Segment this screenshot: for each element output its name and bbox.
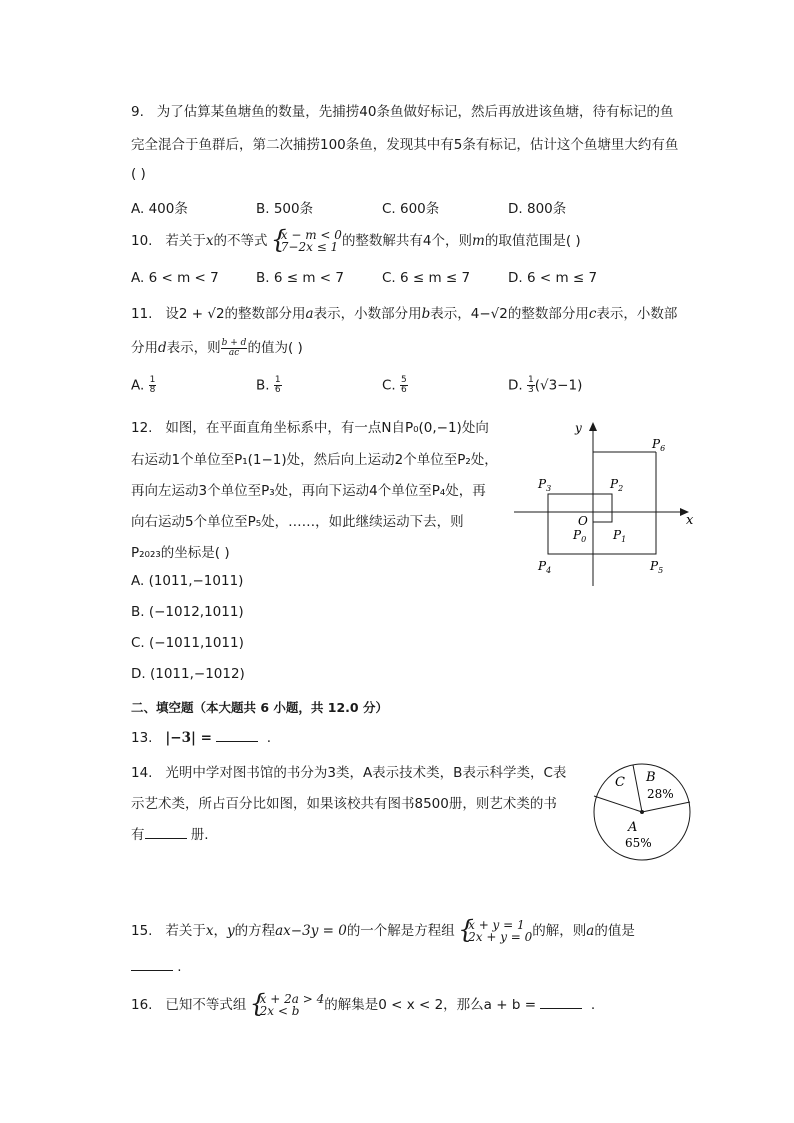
q14-pie-chart <box>590 760 694 864</box>
q9-option-d[interactable]: D. 800条 <box>508 201 567 217</box>
q15-text-5: 的解，则 <box>532 923 587 939</box>
q16-text-1: 已知不等式组 <box>165 997 247 1013</box>
q10-option-a[interactable]: A. 6 < m < 7 <box>131 270 219 286</box>
q11-option-c-bottom: 6 <box>401 385 407 395</box>
q14-number: 14. <box>131 765 153 781</box>
q9-text-3: ( ) <box>131 166 146 182</box>
q15-text-2: ， <box>213 923 227 939</box>
q12-text-5: P₂₀₂₃的坐标是( ) <box>131 545 230 561</box>
q9-option-c[interactable]: C. 600条 <box>382 201 440 217</box>
p2-subscript: 2 <box>618 484 624 493</box>
q11-option-b-fraction <box>274 376 282 395</box>
q11-var-c: c <box>588 306 597 322</box>
q11-option-b-label: B. <box>256 377 270 394</box>
pie-label-c: C <box>615 775 625 790</box>
point-p1-label <box>612 528 626 544</box>
q14-text-2: 示艺术类，所占百分比如图，如果该校共有图书8500册，则艺术类的书 <box>131 796 557 812</box>
p4-letter: P <box>538 559 547 573</box>
q9-option-a[interactable]: A. 400条 <box>131 201 188 217</box>
q11-option-d-fraction <box>527 376 535 395</box>
q11-number: 11. <box>131 306 153 322</box>
q11-fraction-top: b + d <box>221 337 247 348</box>
q11-option-d[interactable] <box>508 376 582 395</box>
y-axis-arrow-icon <box>589 422 597 431</box>
q12-coordinate-figure <box>508 416 698 591</box>
q15-number: 15. <box>131 923 153 939</box>
pie-percent-b: 28% <box>647 787 674 801</box>
pie-label-b: B <box>646 770 656 785</box>
pie-divider-ac <box>594 796 642 812</box>
point-p0-label <box>572 528 586 544</box>
point-p3-label <box>537 477 551 493</box>
q14-line3 <box>131 823 209 843</box>
q11-text-5: 分用 <box>131 340 158 356</box>
point-p2-label <box>609 477 623 493</box>
q11-option-d-label: D. <box>508 377 523 394</box>
q11-option-a-fraction <box>149 376 157 395</box>
p5-subscript: 5 <box>658 566 664 575</box>
p6-letter: P <box>652 437 661 451</box>
q13-end: . <box>266 730 272 746</box>
point-p6-label <box>651 437 665 453</box>
q15-text-3: 的方程 <box>234 923 276 939</box>
spiral-path <box>548 452 656 554</box>
section-2-title: 二、填空题（本大题共 6 小题，共 12.0 分） <box>131 700 388 715</box>
q9-text-1: 为了估算某鱼塘鱼的数量，先捕捞40条鱼做好标记，然后再放进该鱼塘，待有标记的鱼 <box>156 104 674 120</box>
pie-divider-cb <box>633 765 642 812</box>
q12-option-c[interactable]: C. (−1011,1011) <box>131 635 244 651</box>
q14-answer-blank[interactable] <box>145 826 187 839</box>
origin-label: O <box>578 514 588 528</box>
q11-option-a-bottom: 8 <box>149 385 156 395</box>
q15-line2 <box>131 958 182 975</box>
x-axis-label: x <box>686 513 694 528</box>
q11-option-d-rest: (√3−1) <box>534 377 583 394</box>
q11-option-d-top: 1 <box>527 375 534 385</box>
q15-text-4: 的一个解是方程组 <box>346 923 455 939</box>
q10-option-d[interactable]: D. 6 < m ≤ 7 <box>508 270 598 286</box>
q14-text-1: 光明中学对图书馆的书分为3类，A表示技术类，B表示科学类，C表 <box>165 765 567 781</box>
q11-var-a: a <box>305 306 314 322</box>
q15-equation-system <box>459 919 532 943</box>
q13-expression: |−3| = <box>165 730 212 746</box>
q11-line1 <box>131 302 677 322</box>
q11-line2 <box>131 336 303 358</box>
q10-text-mid: 的不等式 <box>213 233 268 249</box>
q13-line <box>131 729 271 746</box>
q15-text-6: 的值是 <box>594 923 635 939</box>
q11-text-3: 表示，4−√2的整数部分用 <box>430 306 589 322</box>
q11-option-b-top: 1 <box>274 375 281 385</box>
p3-letter: P <box>538 477 547 491</box>
q9-option-b[interactable]: B. 500条 <box>256 201 314 217</box>
q13-number: 13. <box>131 730 153 746</box>
q16-answer-blank[interactable] <box>540 996 582 1009</box>
q9-text-2: 完全混合于鱼群后，第二次捕捞100条鱼，发现其中有5条有标记，估计这个鱼塘里大约有鱼 <box>131 137 679 153</box>
q10-sys-line2: 7−2x ≤ 1 <box>280 240 339 254</box>
q12-option-d[interactable]: D. (1011,−1012) <box>131 666 245 682</box>
point-p4-label <box>537 559 551 575</box>
q11-fraction-bottom: ac <box>228 347 240 358</box>
q15-text-1: 若关于 <box>165 923 206 939</box>
q10-text-post2: 的取值范围是( ) <box>484 233 581 249</box>
pie-percent-a: 65% <box>625 836 652 850</box>
q11-option-d-bottom: 3 <box>527 385 534 395</box>
p0-letter: P <box>573 528 582 542</box>
q11-text-6: 表示，则 <box>166 340 221 356</box>
q11-fraction <box>221 339 248 358</box>
q10-var-x: x <box>205 233 214 249</box>
q12-line1 <box>131 416 489 436</box>
q14-line1 <box>131 761 566 781</box>
q16-sys-line2: 2x < b <box>259 1004 300 1018</box>
p4-subscript: 4 <box>546 566 552 575</box>
q14-text-3-post: 册. <box>190 827 209 843</box>
point-p5-label <box>649 559 663 575</box>
y-axis-label: y <box>575 421 582 435</box>
q12-text-1: 如图，在平面直角坐标系中，有一点N自P₀(0,−1)处向 <box>165 420 489 436</box>
q15-sys-line2: 2x + y = 0 <box>468 930 533 944</box>
q11-text-4: 表示，小数部 <box>596 306 678 322</box>
q11-option-c-top: 5 <box>401 375 407 385</box>
q10-line1 <box>131 229 581 253</box>
p3-subscript: 3 <box>546 484 552 493</box>
q12-number: 12. <box>131 420 153 436</box>
q15-var-a: a <box>586 923 595 939</box>
q10-var-m: m <box>472 233 485 249</box>
q13-answer-blank[interactable] <box>216 729 258 742</box>
q15-end: . <box>177 959 182 975</box>
q11-var-b: b <box>421 306 431 322</box>
p0-subscript: 0 <box>581 535 587 544</box>
q11-option-c-label: C. <box>382 377 396 394</box>
q9-line1 <box>131 100 673 120</box>
q12-option-a[interactable]: A. (1011,−1011) <box>131 573 244 589</box>
q11-option-c-fraction <box>400 376 408 395</box>
q12-option-b[interactable]: B. (−1012,1011) <box>131 604 244 620</box>
q11-option-a-label: A. <box>131 377 145 394</box>
q15-sys-line1: { x + y = 1 <box>468 918 525 932</box>
q10-sys-line1: { x − m < 0 <box>280 228 342 242</box>
q11-text-1: 设2 + √2的整数部分用 <box>165 306 306 322</box>
q15-var-x: x <box>205 923 214 939</box>
q11-text-7: 的值为( ) <box>247 340 303 356</box>
q10-text-post1: 的整数解共有4个，则 <box>341 233 473 249</box>
q10-text-pre: 若关于 <box>165 233 206 249</box>
q11-option-b[interactable] <box>256 376 282 395</box>
q16-text-2: 的解集是0 < x < 2，那么a + b = <box>324 997 537 1013</box>
q11-option-a[interactable] <box>131 376 156 395</box>
q11-var-d: d <box>158 340 167 356</box>
q14-text-3-pre: 有 <box>131 827 145 843</box>
q11-text-2: 表示，小数部分用 <box>313 306 422 322</box>
p5-letter: P <box>650 559 659 573</box>
p1-letter: P <box>613 528 622 542</box>
pie-center-dot <box>640 810 644 814</box>
p2-letter: P <box>610 477 619 491</box>
q16-end: . <box>590 997 596 1013</box>
q10-inequality-system <box>272 229 342 253</box>
q15-line1 <box>131 919 635 943</box>
q10-option-b[interactable]: B. 6 ≤ m < 7 <box>256 270 344 286</box>
p1-subscript: 1 <box>621 535 627 544</box>
pie-divider-ba <box>642 802 690 812</box>
pie-label-a: A <box>628 820 638 835</box>
q10-option-c[interactable]: C. 6 ≤ m ≤ 7 <box>382 270 471 286</box>
q11-option-c[interactable] <box>382 376 408 395</box>
q16-number: 16. <box>131 997 153 1013</box>
q10-number: 10. <box>131 233 153 249</box>
q11-option-a-top: 1 <box>149 375 156 385</box>
q15-answer-blank[interactable] <box>131 958 173 971</box>
q15-var-y: y <box>226 923 235 939</box>
q15-equation: ax−3y = 0 <box>275 923 347 939</box>
q11-option-b-bottom: 6 <box>274 385 281 395</box>
p6-subscript: 6 <box>660 444 666 453</box>
q16-inequality-system <box>251 993 325 1017</box>
q16-line <box>131 993 595 1017</box>
q16-sys-line1: { x + 2a > 4 <box>259 992 325 1006</box>
q12-text-3: 再向左运动3个单位至P₃处，再向下运动4个单位至P₄处，再 <box>131 483 486 499</box>
q9-number: 9. <box>131 104 144 120</box>
q12-text-2: 右运动1个单位至P₁(1−1)处，然后向上运动2个单位至P₂处， <box>131 452 498 468</box>
q12-text-4: 向右运动5个单位至P₅处，……，如此继续运动下去，则 <box>131 514 464 530</box>
